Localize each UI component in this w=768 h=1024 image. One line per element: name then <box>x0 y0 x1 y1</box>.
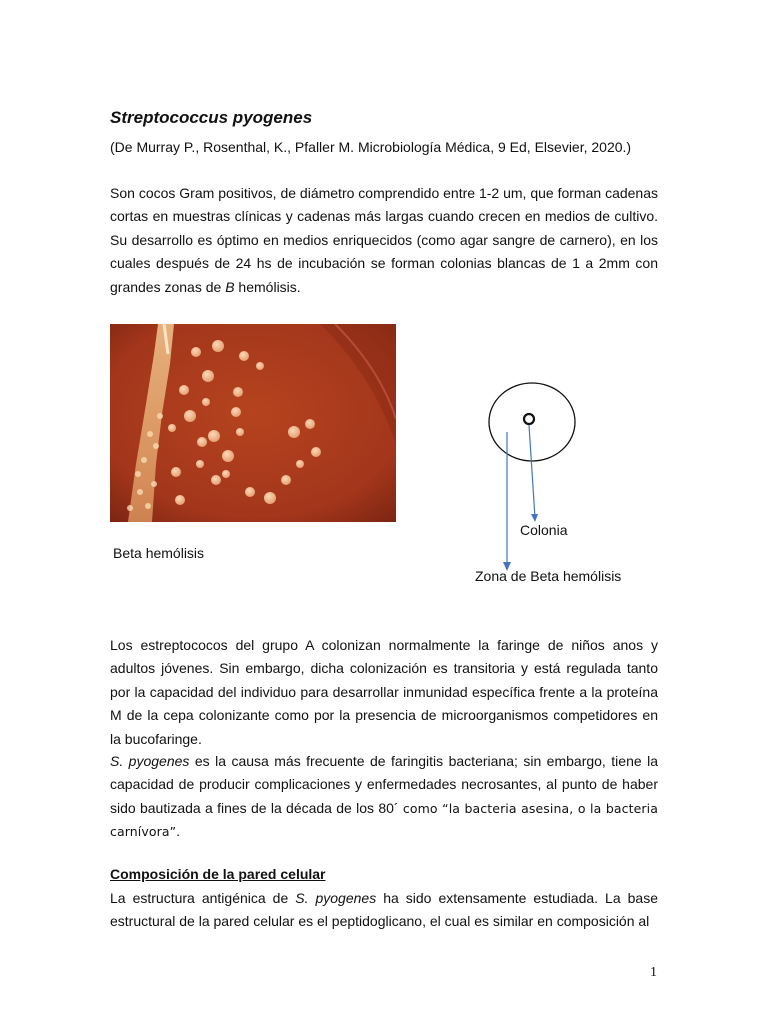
hemolysis-diagram <box>470 370 670 580</box>
quote-text: como “la bacteria asesina, o la bacteria carnívora”. <box>110 800 659 840</box>
document-title: Streptococcus pyogenes <box>110 108 313 127</box>
cell-wall-italic: S. pyogenes <box>295 890 377 906</box>
intro-italic-b: B <box>225 278 235 295</box>
pharyngitis-paragraph <box>110 750 658 844</box>
species-italic: S. pyogenes <box>110 753 190 769</box>
colonization-paragraph: Los estreptococos del grupo A colonizan normalmente la faringe de niños anos y adultos jóvenes. Sin embargo, dicha colonización es transitoria y está regulada tanto por la capacidad del individuo para desarrollar inmunidad específica frente a la proteína M de la cepa colonizante como por la presencia de microorganismos competidores en la bucofaringe. <box>110 637 658 747</box>
intro-text-a: Son cocos Gram positivos, de diámetro comprendido entre 1-2 um, que forman cadenas cortas en muestras clínicas y cadenas más largas cuando crecen en medios de cultivo. Su desarrollo es óptimo en medios enriquecidos (como agar sangre de carnero), en los cuales después de 24 hs de incubación se forman colonias blancas de 1 a 2mm con grandes zonas de <box>110 185 658 295</box>
cell-wall-text-a: La estructura antigénica de <box>110 890 296 906</box>
page-number: 1 <box>650 965 657 980</box>
reference-citation: (De Murray P., Rosenthal, K., Pfaller M. Microbiología Médica, 9 Ed, Elsevier, 2020.) <box>110 139 632 155</box>
intro-paragraph <box>110 182 658 299</box>
colony-circle <box>524 414 534 424</box>
colony-label: Colonia <box>520 522 568 538</box>
cell-wall-text-b: ha sido extensamente estudiada. La base estructural de la pared celular es el peptidoglicano, el cual es similar en composición al <box>110 890 658 930</box>
cell-wall-paragraph <box>110 887 658 934</box>
blood-agar-photo <box>110 324 396 522</box>
photo-caption: Beta hemólisis <box>113 545 205 561</box>
pharyngitis-text: es la causa más frecuente de faringitis bacteriana; sin embargo, tiene la capacidad de producir complicaciones y enfermedades necrosantes, al punto de haber sido bautizada a fines de la década de los 80´ <box>110 753 658 816</box>
hemolysis-zone-label: Zona de Beta hemólisis <box>475 568 622 584</box>
section-heading: Composición de la pared celular <box>110 866 326 882</box>
intro-text-b: hemólisis. <box>234 278 301 295</box>
